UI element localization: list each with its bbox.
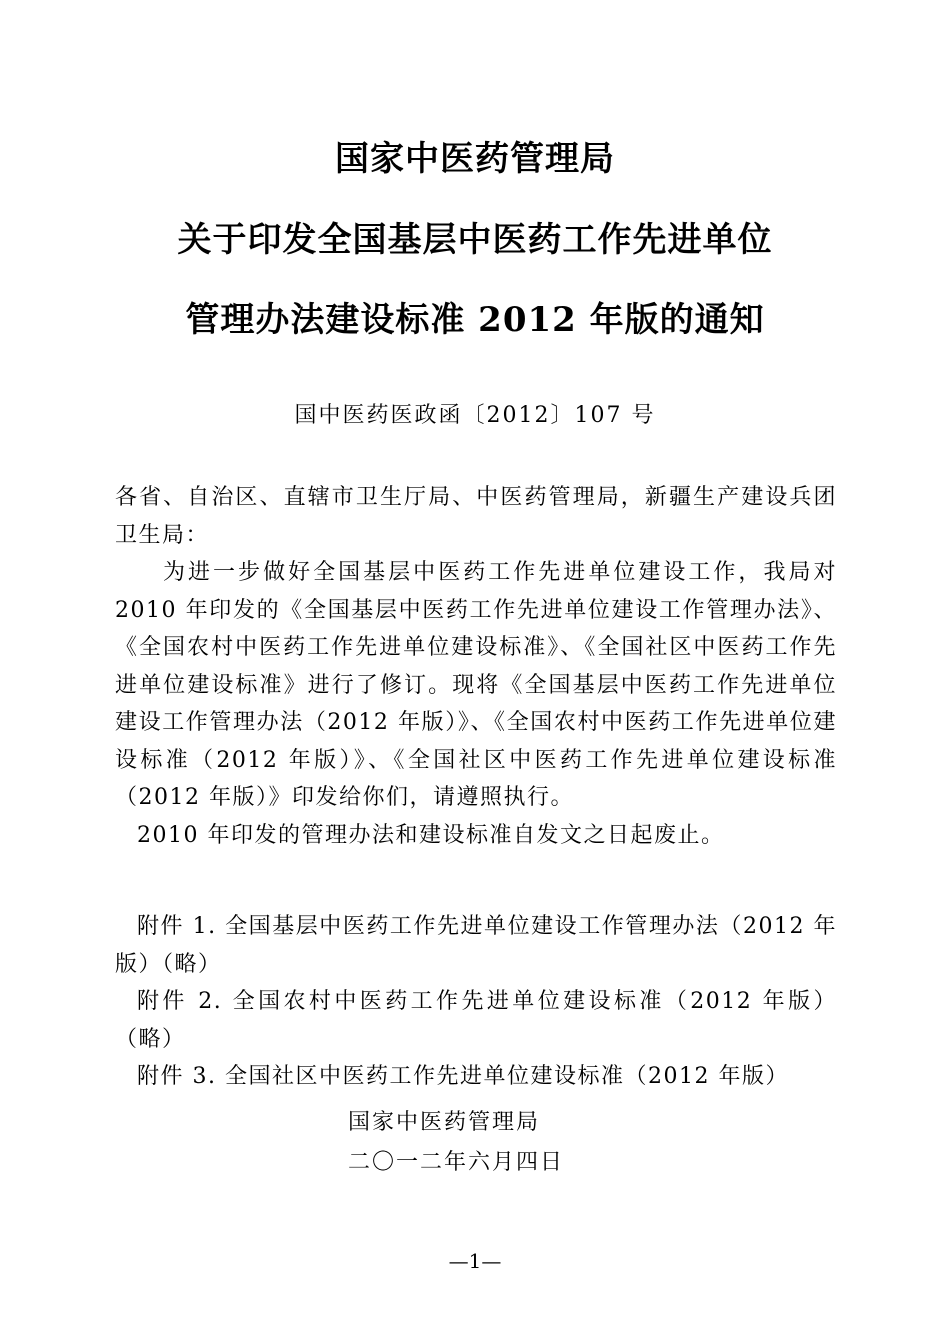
document-title-line-2: 关于印发全国基层中医药工作先进单位 (177, 220, 773, 260)
body-paragraph-1: 为进一步做好全国基层中医药工作先进单位建设工作，我局对2010 年印发的《全国基层中医药工作先进单位建设工作管理办法》、《全国农村中医药工作先进单位建设标准》、《全国社区中医药工作先进单位建设标准》进行了修订。现将《全国基层中医药工作先进单位建设工作管理办法（2012 年版）》、《全国农村中医药工作先进单位建设标准（2012 年版）》、《全国社区中医药工作先进单位建设标准（2012 年版）》印发给你们，请遵照执行。 (115, 560, 837, 810)
document-title-line-3: 管理办法建设标准 2012 年版的通知 (185, 300, 765, 340)
salutation: 各省、自治区、直辖市卫生厅局、中医药管理局，新疆生产建设兵团卫生局： (115, 485, 837, 548)
signature-date: 二〇一二年六月四日 (348, 1150, 565, 1175)
attachment-item-1: 附件 1. 全国基层中医药工作先进单位建设工作管理办法（2012 年版）（略） (115, 914, 837, 977)
attachments-list (115, 908, 837, 1096)
signature-issuer: 国家中医药管理局 (348, 1110, 541, 1135)
document-number: 国中医药医政函〔2012〕107 号 (294, 403, 656, 428)
attachment-item-3: 附件 3. 全国社区中医药工作先进单位建设标准（2012 年版） (137, 1064, 789, 1089)
body-paragraph-2: 2010 年印发的管理办法和建设标准自发文之日起废止。 (137, 822, 725, 848)
page-number: —1— (448, 1249, 502, 1273)
attachment-item-2: 附件 2. 全国农村中医药工作先进单位建设标准（2012 年版）（略） (115, 989, 837, 1052)
document-title-line-1: 国家中医药管理局 (335, 139, 615, 179)
document-body (115, 479, 837, 854)
